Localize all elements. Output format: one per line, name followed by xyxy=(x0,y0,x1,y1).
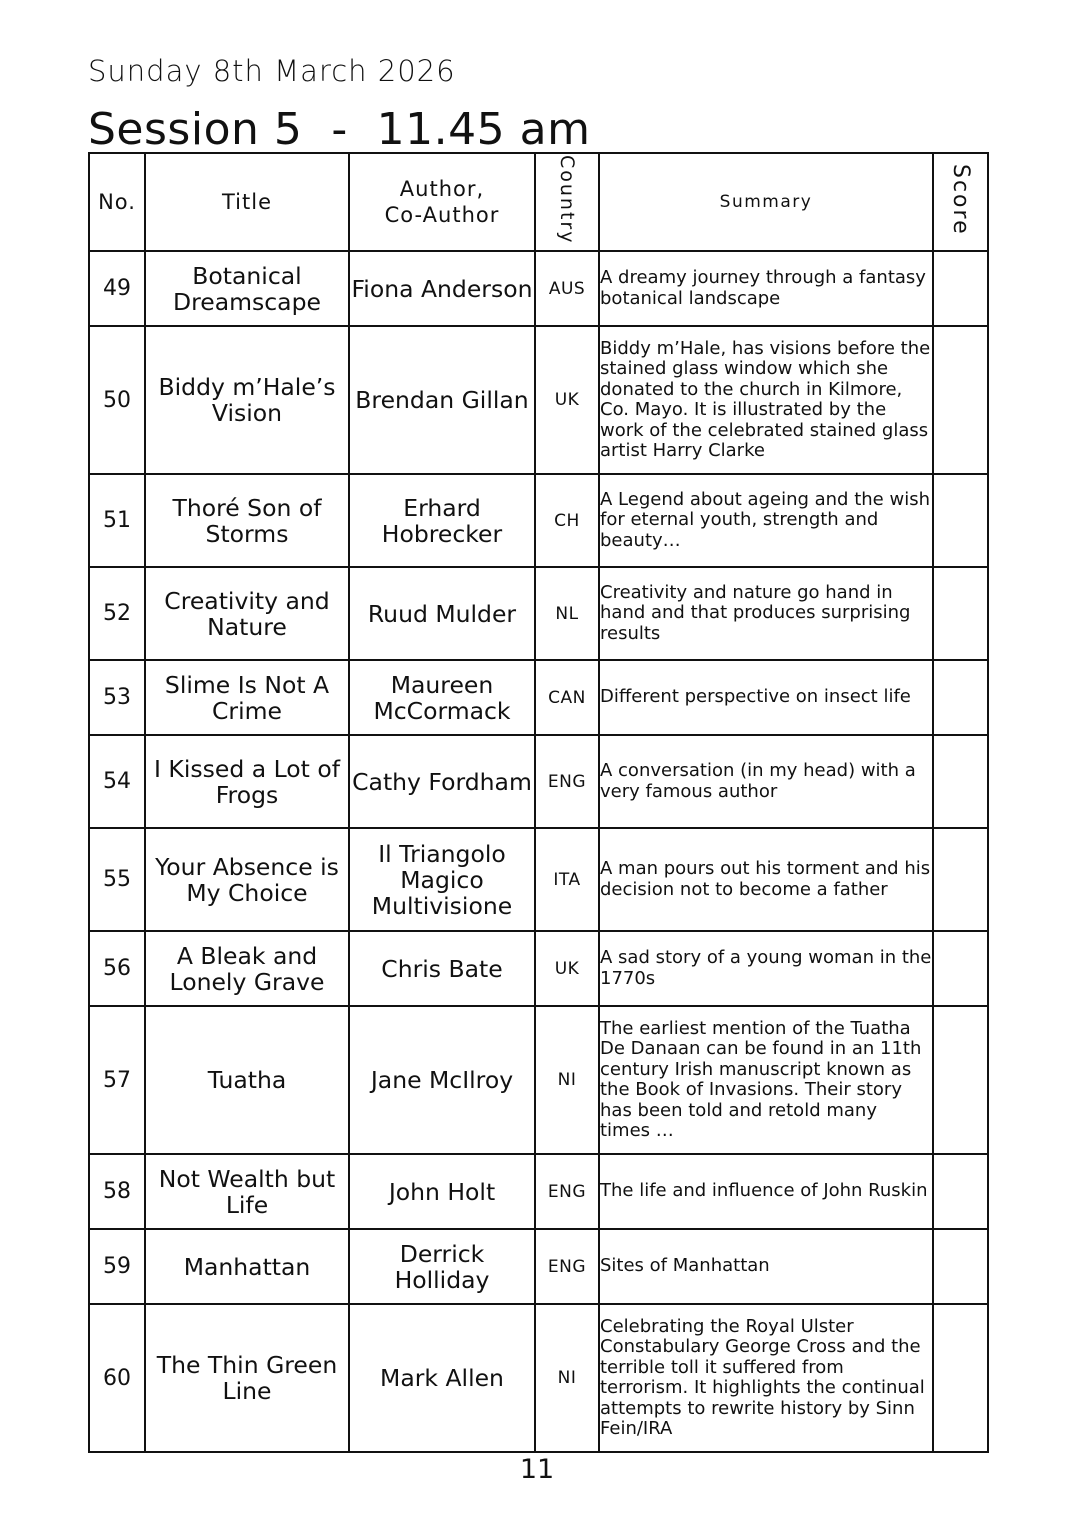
entry-country: CH xyxy=(535,474,599,567)
entry-author: Erhard Hobrecker xyxy=(349,474,535,567)
header-score: Score xyxy=(948,163,973,236)
entry-country: UK xyxy=(535,326,599,474)
table-row xyxy=(89,1006,988,1154)
entry-summary: Celebrating the Royal Ulster Constabulary George Cross and the terrible toll it suffered from terrorism. It highlights the continual attempts to rewrite history by Sinn Fein/IRA xyxy=(599,1304,933,1452)
entry-number: 59 xyxy=(89,1229,145,1304)
header-summary: Summary xyxy=(599,153,933,251)
table-row xyxy=(89,660,988,735)
header-country-cell xyxy=(535,153,599,251)
entry-summary: Biddy m’Hale, has visions before the stained glass window which she donated to the church in Kilmore, Co. Mayo. It is illustrated by the work of the celebrated stained glass artist Harry Clarke xyxy=(599,326,933,474)
entry-title: Manhattan xyxy=(145,1229,349,1304)
table-row xyxy=(89,1304,988,1452)
header-country: Country xyxy=(556,154,578,245)
entry-score-box[interactable] xyxy=(933,660,988,735)
entry-author: Maureen McCormack xyxy=(349,660,535,735)
header-author: Author, Co-Author xyxy=(349,153,535,251)
header-score-cell xyxy=(933,153,988,251)
entry-country: ITA xyxy=(535,828,599,931)
entry-country: AUS xyxy=(535,251,599,326)
page-date: Sunday 8th March 2026 xyxy=(88,54,456,88)
entry-author: Chris Bate xyxy=(349,931,535,1006)
entry-author: John Holt xyxy=(349,1154,535,1229)
film-table xyxy=(88,152,989,1453)
entry-number: 50 xyxy=(89,326,145,474)
entry-country: ENG xyxy=(535,735,599,828)
entry-author: Il Triangolo Magico Multivisione xyxy=(349,828,535,931)
entry-number: 56 xyxy=(89,931,145,1006)
entry-country: UK xyxy=(535,931,599,1006)
entry-author: Cathy Fordham xyxy=(349,735,535,828)
entry-title: Botanical Dreamscape xyxy=(145,251,349,326)
entry-author: Fiona Anderson xyxy=(349,251,535,326)
page-number: 11 xyxy=(519,1454,555,1485)
entry-summary: Sites of Manhattan xyxy=(599,1229,933,1304)
table-header-row xyxy=(89,153,988,251)
table-row xyxy=(89,567,988,660)
entry-country: ENG xyxy=(535,1229,599,1304)
entry-number: 52 xyxy=(89,567,145,660)
entry-title: Biddy m’Hale’s Vision xyxy=(145,326,349,474)
entry-score-box[interactable] xyxy=(933,1006,988,1154)
entry-country: ENG xyxy=(535,1154,599,1229)
entry-country: NI xyxy=(535,1304,599,1452)
entry-number: 49 xyxy=(89,251,145,326)
entry-author: Brendan Gillan xyxy=(349,326,535,474)
entry-title: Tuatha xyxy=(145,1006,349,1154)
entry-score-box[interactable] xyxy=(933,1304,988,1452)
entry-summary: Creativity and nature go hand in hand and that produces surprising results xyxy=(599,567,933,660)
table-row xyxy=(89,474,988,567)
entry-score-box[interactable] xyxy=(933,326,988,474)
header-no: No. xyxy=(89,153,145,251)
entry-title: Creativity and Nature xyxy=(145,567,349,660)
table-row xyxy=(89,1154,988,1229)
entry-title: Slime Is Not A Crime xyxy=(145,660,349,735)
entry-number: 53 xyxy=(89,660,145,735)
entry-title: Your Absence is My Choice xyxy=(145,828,349,931)
table-row xyxy=(89,326,988,474)
entry-number: 55 xyxy=(89,828,145,931)
table-row xyxy=(89,931,988,1006)
entry-author: Mark Allen xyxy=(349,1304,535,1452)
table-row xyxy=(89,1229,988,1304)
entry-summary: A dreamy journey through a fantasy botanical landscape xyxy=(599,251,933,326)
entry-country: NI xyxy=(535,1006,599,1154)
header-title: Title xyxy=(145,153,349,251)
session-heading: Session 5 - 11.45 am xyxy=(88,104,591,155)
entry-score-box[interactable] xyxy=(933,1154,988,1229)
entry-score-box[interactable] xyxy=(933,931,988,1006)
entry-number: 58 xyxy=(89,1154,145,1229)
entry-title: Thoré Son of Storms xyxy=(145,474,349,567)
entry-author: Ruud Mulder xyxy=(349,567,535,660)
entry-country: CAN xyxy=(535,660,599,735)
entry-summary: A Legend about ageing and the wish for eternal youth, strength and beauty… xyxy=(599,474,933,567)
entry-summary: The earliest mention of the Tuatha De Danaan can be found in an 11th century Irish manuscript known as the Book of Invasions. Their story has been told and retold many times … xyxy=(599,1006,933,1154)
entry-number: 54 xyxy=(89,735,145,828)
entry-number: 57 xyxy=(89,1006,145,1154)
entry-title: Not Wealth but Life xyxy=(145,1154,349,1229)
entry-title: A Bleak and Lonely Grave xyxy=(145,931,349,1006)
entry-score-box[interactable] xyxy=(933,474,988,567)
entry-score-box[interactable] xyxy=(933,828,988,931)
table-row xyxy=(89,251,988,326)
entry-summary: The life and influence of John Ruskin xyxy=(599,1154,933,1229)
table-row xyxy=(89,828,988,931)
entry-author: Jane McIlroy xyxy=(349,1006,535,1154)
entry-number: 51 xyxy=(89,474,145,567)
entry-summary: A conversation (in my head) with a very famous author xyxy=(599,735,933,828)
entry-summary: A sad story of a young woman in the 1770s xyxy=(599,931,933,1006)
entry-number: 60 xyxy=(89,1304,145,1452)
table-row xyxy=(89,735,988,828)
entry-summary: A man pours out his torment and his decision not to become a father xyxy=(599,828,933,931)
entry-score-box[interactable] xyxy=(933,1229,988,1304)
entry-score-box[interactable] xyxy=(933,251,988,326)
entry-summary: Different perspective on insect life xyxy=(599,660,933,735)
entry-score-box[interactable] xyxy=(933,567,988,660)
entry-title: I Kissed a Lot of Frogs xyxy=(145,735,349,828)
entry-country: NL xyxy=(535,567,599,660)
entry-score-box[interactable] xyxy=(933,735,988,828)
entry-title: The Thin Green Line xyxy=(145,1304,349,1452)
entry-author: Derrick Holliday xyxy=(349,1229,535,1304)
